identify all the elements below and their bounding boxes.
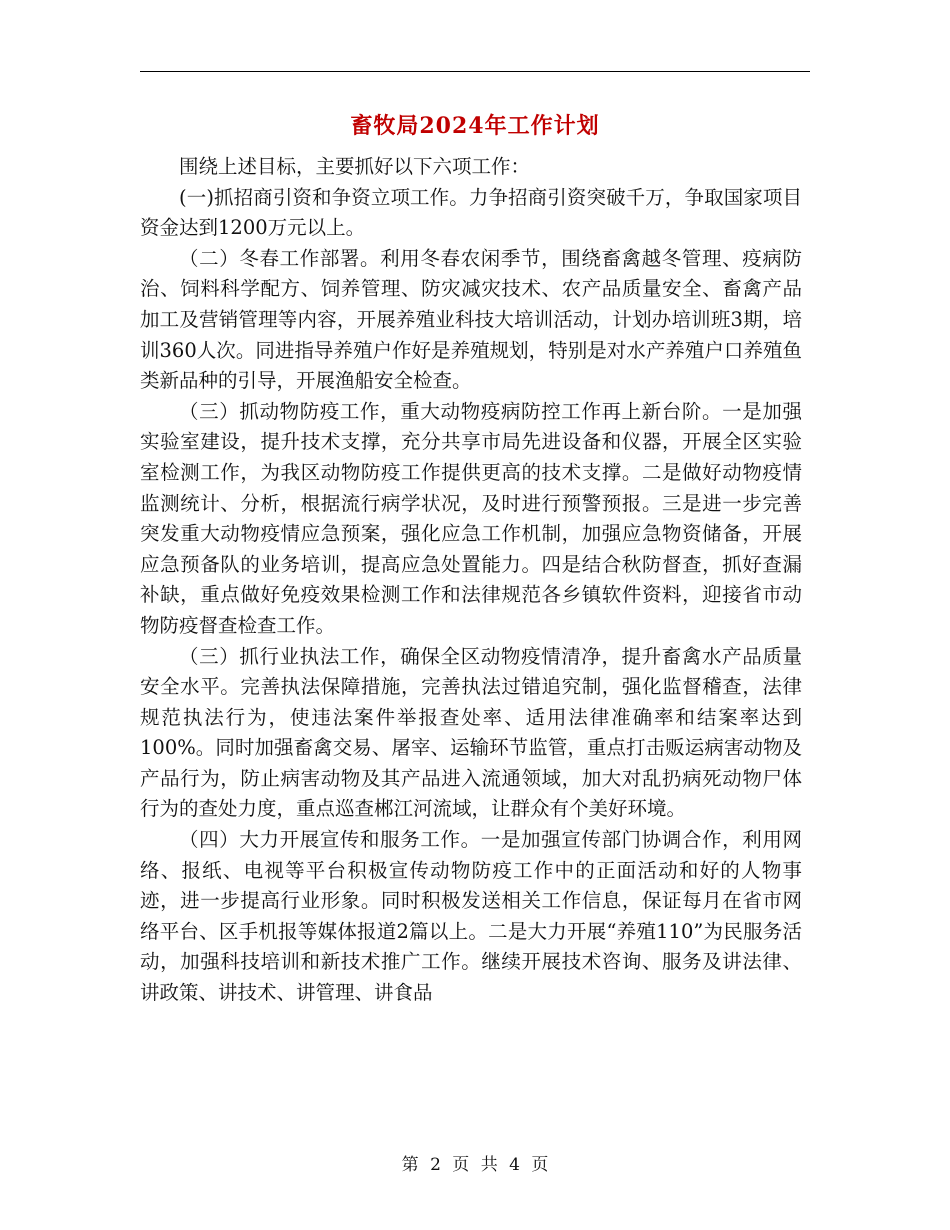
paragraph-epidemic-prevention: （三）抓动物防疫工作，重大动物疫病防控工作再上新台阶。一是加强实验室建设，提升技术支撑，充分共享市局先进设备和仪器，开展全区实验室检测工作，为我区动物防疫工作提供更高的技术支撑。二是做好动物疫情监测统计、分析，根据流行病学状况，及时进行预警预报。三是进一步完善突发重大动物疫情应急预案，强化应急工作机制，加强应急物资储备，开展应急预备队的业务培训，提高应急处置能力。四是结合秋防督查，抓好查漏补缺，重点做好免疫效果检测工作和法律规范各乡镇软件资料，迎接省市动物防疫督查检查工作。 xyxy=(140,399,802,637)
paragraph-winter-spring: （二）冬春工作部署。利用冬春农闲季节，围绕畜禽越冬管理、疫病防治、饲料科学配方、饲养管理、防灾减灾技术、农产品质量安全、畜禽产品加工及营销管理等内容，开展养殖业科技大培训活动，计划办培训班3期，培训360人次。同进指导养殖户作好是养殖规划，特别是对水产养殖户口养殖鱼类新品种的引导，开展渔船安全检查。 xyxy=(140,246,802,393)
header-rule xyxy=(140,71,810,72)
paragraph-publicity-service: （四）大力开展宣传和服务工作。一是加强宣传部门协调合作，利用网络、报纸、电视等平台积极宣传动物防疫工作中的正面活动和好的人物事迹，进一步提高行业形象。同时积极发送相关工作信息，保证每月在省市网络平台、区手机报等媒体报道2篇以上。二是大力开展“养殖110”为民服务活动，加强科技培训和新技术推广工作。继续开展技术咨询、服务及讲法律、讲政策、讲技术、讲管理、讲食品 xyxy=(140,828,802,1005)
paragraph-investment: (一)抓招商引资和争资立项工作。力争招商引资突破千万，争取国家项目资金达到1200万元以上。 xyxy=(140,185,802,240)
document-body xyxy=(140,152,802,1009)
document-title: 畜牧局2024年工作计划 xyxy=(350,113,600,139)
paragraph-law-enforcement: （三）抓行业执法工作，确保全区动物疫情清净，提升畜禽水产品质量安全水平。完善执法保障措施，完善执法过错追究制，强化监督稽查，法律规范执法行为，使违法案件举报查处率、适用法律准确率和结案率达到100%。同时加强畜禽交易、屠宰、运输环节监管，重点打击贩运病害动物及产品行为，防止病害动物及其产品进入流通领域，加大对乱扔病死动物尸体行为的查处力度，重点巡查郴江河流域，让群众有个美好环境。 xyxy=(140,644,802,821)
paragraph-intro: 围绕上述目标，主要抓好以下六项工作： xyxy=(179,155,531,178)
page-number-footer: 第 2 页 共 4 页 xyxy=(401,1155,549,1175)
